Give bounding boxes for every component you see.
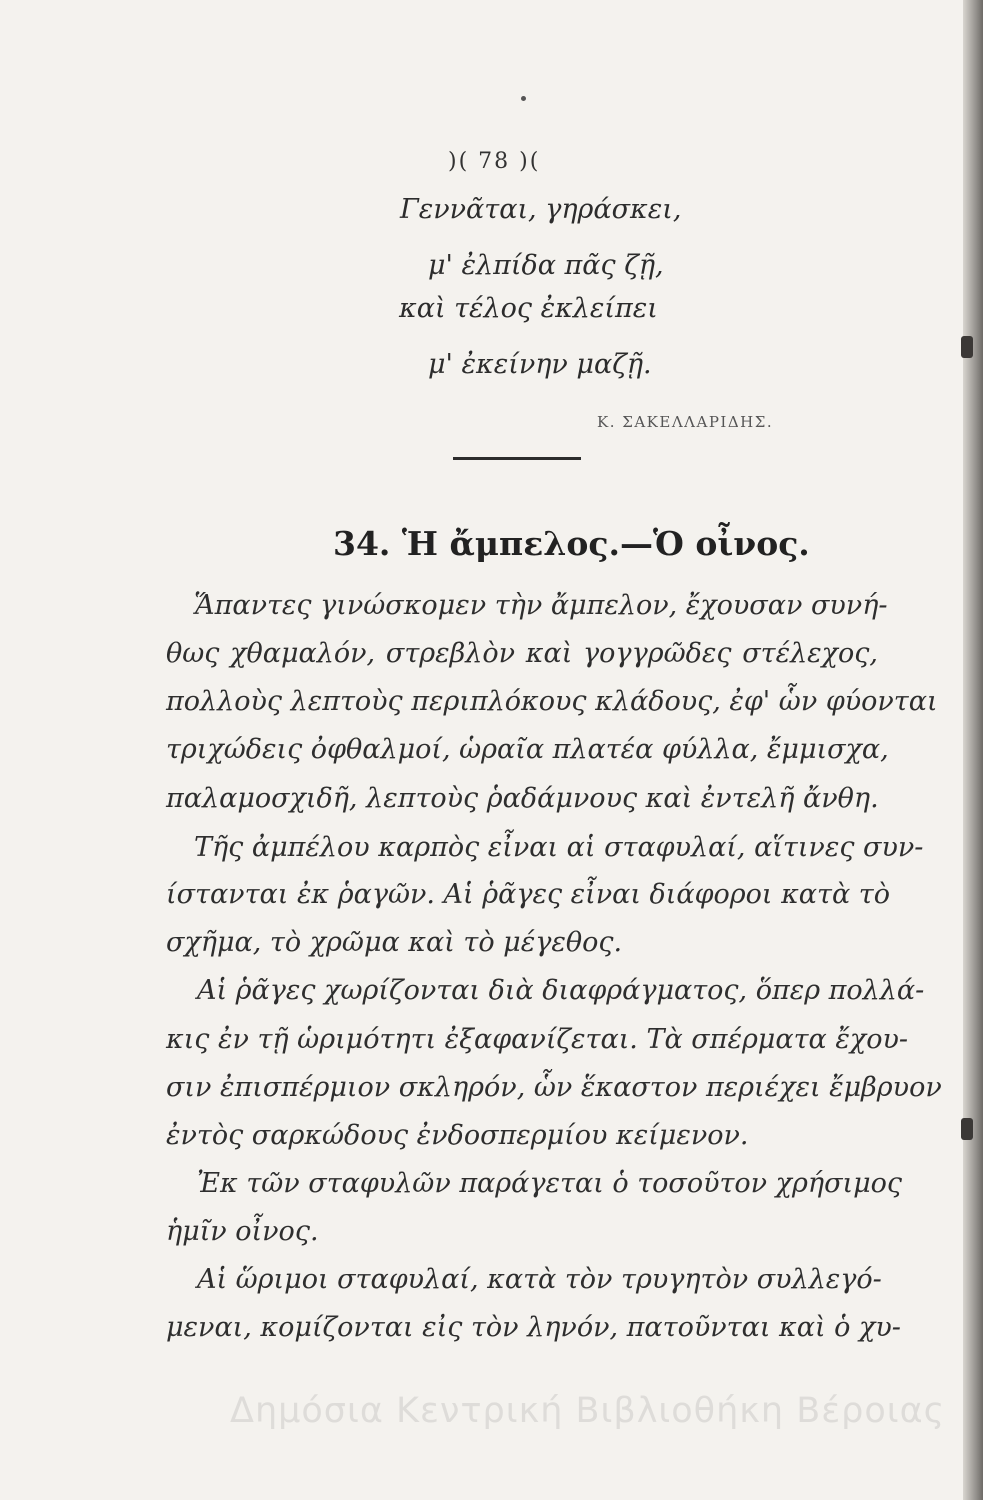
body-line: παλαμοσχιδῆ, λεπτοὺς ῥαδάμνους καὶ ἐντελῆ ἄνθη.	[166, 783, 879, 814]
section-divider	[453, 457, 581, 460]
body-line: Αἱ ῥᾶγες χωρίζονται διὰ διαφράγματος, ὅπερ πολλά-	[197, 975, 925, 1006]
body-line: τριχώδεις ὀφθαλμοί, ὡραῖα πλατέα φύλλα, ἔμμισχα,	[166, 734, 889, 765]
body-line: Ἅπαντες γινώσκομεν τὴν ἄμπελον, ἔχουσαν συνή-	[194, 590, 888, 621]
body-line: θως χθαμαλόν, στρεβλὸν καὶ γογγρῶδες στέλεχος,	[166, 638, 878, 669]
poem-author: Κ. ΣΑΚΕΛΛΑΡΙΔΗΣ.	[597, 413, 774, 431]
body-line: κις ἐν τῇ ὡριμότητι ἐξαφανίζεται. Τὰ σπέρματα ἔχου-	[166, 1024, 908, 1055]
ink-dot	[521, 96, 526, 101]
body-line: ίστανται ἐκ ῥαγῶν. Αἱ ῥᾶγες εἶναι διάφοροι κατὰ τὸ	[166, 879, 890, 910]
body-line: Τῆς ἀμπέλου καρπὸς εἶναι αἱ σταφυλαί, αἵτινες συν-	[194, 832, 924, 863]
poem-line: Γεννᾶται, γηράσκει,	[400, 194, 682, 225]
body-line: πολλοὺς λεπτοὺς περιπλόκους κλάδους, ἐφ' ὧν φύονται	[166, 686, 938, 717]
poem-line: μ' ἐλπίδα πᾶς ζῇ,	[428, 250, 664, 281]
library-watermark: Δημόσια Κεντρική Βιβλιοθήκη Βέροιας	[230, 1391, 946, 1431]
body-line: μεναι, κομίζονται εἰς τὸν ληνόν, πατοῦνται καὶ ὁ χυ-	[166, 1312, 901, 1343]
section-heading: 34. Ἡ ἄμπελος.—Ὁ οἶνος.	[333, 524, 810, 563]
body-line: ἡμῖν οἶνος.	[166, 1216, 319, 1247]
body-line: Αἱ ὥριμοι σταφυλαί, κατὰ τὸν τρυγητὸν συλλεγό-	[197, 1264, 882, 1295]
page-number: )( 78 )(	[448, 149, 541, 174]
body-line: σιν ἐπισπέρμιον σκληρόν, ὧν ἕκαστον περιέχει ἔμβρυον	[166, 1072, 942, 1103]
body-line: σχῆμα, τὸ χρῶμα καὶ τὸ μέγεθος.	[166, 927, 623, 958]
poem-line: μ' ἐκείνην μαζῇ.	[428, 349, 652, 380]
binding-mark	[961, 336, 973, 358]
body-line: ἐντὸς σαρκώδους ἐνδοσπερμίου κείμενον.	[166, 1120, 749, 1151]
poem-line: καὶ τέλος ἐκλείπει	[399, 293, 658, 324]
page-edge	[963, 0, 983, 1500]
body-line: Ἐκ τῶν σταφυλῶν παράγεται ὁ τοσοῦτον χρήσιμος	[197, 1168, 903, 1199]
binding-mark	[961, 1118, 973, 1140]
